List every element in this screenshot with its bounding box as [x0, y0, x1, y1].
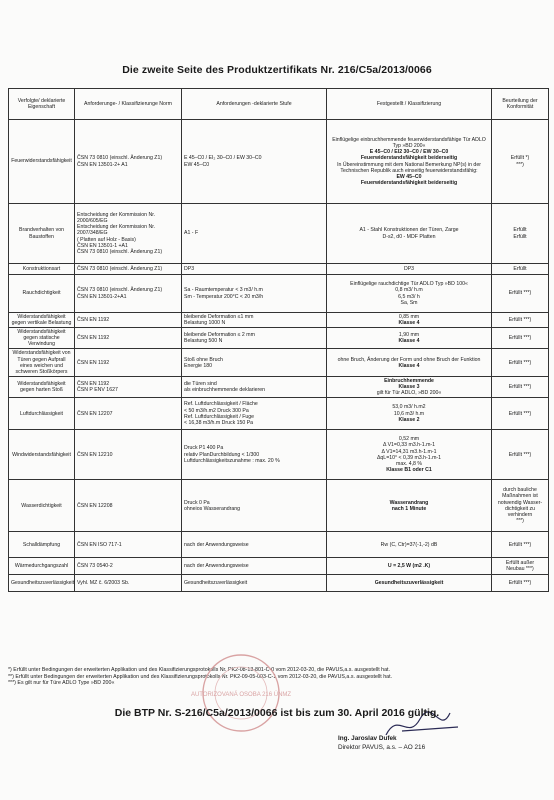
found-cell: [327, 313, 492, 328]
signatory-name: Ing. Jaroslav Dufek: [338, 735, 397, 742]
level-cell-line: ohneios Wasserandrang: [184, 505, 241, 512]
level-cell-line: Belastung 500 N: [184, 338, 223, 345]
norm-cell-line: Entscheidung der Kommission Nr. 2000/605/EG: [77, 212, 156, 225]
norm-cell: [75, 328, 182, 349]
found-cell-line: 0,8 m3/ h.m: [395, 287, 423, 294]
norm-cell-line: ČSN EN 13501-2+A1: [77, 293, 127, 300]
found-cell: [327, 204, 492, 264]
found-cell: [327, 430, 492, 480]
page-title: Die zweite Seite des Produktzertifikats Nr. 216/C5a/2013/0066: [122, 64, 432, 76]
table-row: [9, 120, 549, 204]
conformity-cell: [492, 575, 549, 592]
norm-cell-line: ČSN EN ISO 717-1: [77, 541, 122, 548]
norm-cell: [75, 532, 182, 558]
found-cell-line: max. 4,8 %: [396, 460, 422, 467]
level-cell-line: Belastung 1000 N: [184, 320, 226, 327]
norm-cell-line: ČSN EN 1192: [77, 359, 110, 366]
conformity-cell: [492, 204, 549, 264]
table-row: [9, 313, 549, 328]
found-cell-line: U = 2,5 W (m2 .K): [387, 563, 431, 570]
conformity-cell-line: Erfüllt ***): [508, 317, 532, 324]
level-cell-line: bleibende Deformation ≤1 mm: [184, 314, 254, 320]
conformity-cell-line: ***): [516, 517, 524, 524]
footnote: **) Erfüllt unter Bedingungen der erweiterten Applikation und des Klassifizierungsprotokolls Nr. PK2-09-05-003-C-1 vom 2012-03-20, die PAVUS,a.s. ausgestellt hat.: [8, 673, 393, 680]
level-cell-line: Sa - Raumtemperatur < 3 m3/ h.m: [184, 287, 263, 294]
conformity-cell-line: Erfüllt ***): [508, 580, 532, 587]
found-cell: [327, 398, 492, 430]
found-cell-line: Einbruchhemmende: [384, 377, 434, 384]
norm-cell: [75, 376, 182, 397]
conformity-cell: [492, 328, 549, 349]
found-cell-line: Gesundheitszuverlässigkeit: [374, 580, 444, 587]
table-row: [9, 376, 549, 397]
found-cell-line: In Übereinstimmung mit dem National Bemerkung NP(s) in der Technischen Republik auch einseitig feuerwiderstandsfähig:: [337, 161, 481, 174]
footnote: *) Erfüllt unter Bedingungen der erweiterten Applikation und des Klassifizierungsprotokolls Nr. PK2-08-13-801-C-0 vom 2012-03-20, die PAVUS,a.s. ausgestellt hat.: [8, 667, 390, 673]
property-cell: Widerstandsfähigkeit gegen harten Stoß: [9, 376, 75, 397]
found-cell-line: Klasse 2: [398, 416, 420, 423]
conformity-cell-line: Erfüllt: [513, 227, 527, 234]
level-cell-line: A1 - F: [184, 230, 199, 237]
table-row: [9, 275, 549, 313]
conformity-cell-line: Erfüllt ***): [508, 290, 532, 297]
level-cell: [182, 430, 327, 480]
level-cell-line: EW 45–C0: [184, 161, 210, 168]
found-cell-line: nach 1 Minute: [391, 505, 427, 512]
norm-cell: [75, 398, 182, 430]
found-cell-line: Sa, Sm: [400, 299, 418, 306]
table-header-row: [9, 89, 549, 120]
level-cell: [182, 349, 327, 376]
norm-cell-line: ČSN 73 0810 (einschl. Änderung Z1): [77, 155, 163, 162]
conformity-cell: [492, 349, 549, 376]
level-cell-line: bleibende Deformation ≤ 2 mm: [184, 332, 255, 339]
property-cell: Wärmedurchgangszahl: [9, 558, 75, 575]
level-cell-line: Druck P1 400 Pa: [184, 445, 224, 452]
property-cell: Windwiderstandsfähigkeit: [9, 430, 75, 480]
level-cell-line: nach der Anwendungsweise: [184, 563, 249, 570]
level-cell-line: < 16,38 m3/h.m Druck 150 Pa: [184, 419, 254, 426]
norm-cell-line: ČSN 73 0540-2: [77, 563, 113, 570]
level-cell-line: relativ PlanDurchbildung < 1/300: [184, 451, 260, 458]
property-cell: Wasserdichtigkeit: [9, 480, 75, 532]
header-level: Anforderungen -deklarierte Stufe: [182, 89, 327, 120]
level-cell-line: nach der Anwendungsweise: [184, 541, 249, 548]
table-row: [9, 430, 549, 480]
found-cell-line: Δ V1=14,31 m3.h-1.m-1: [381, 448, 437, 455]
norm-cell-line: ČSN EN 13501-2+ A1: [77, 161, 128, 168]
found-cell-line: DP3: [403, 265, 415, 272]
found-cell-line: Klasse 3: [398, 383, 420, 390]
found-cell-line: Klasse 4: [398, 320, 420, 327]
conformity-cell-line: Erfüllt ***): [508, 541, 532, 548]
found-cell-line: 53,0 m3/ h.m2: [392, 404, 426, 411]
found-cell-line: Klasse 4: [398, 338, 420, 345]
level-cell-line: Druck 0 Pa: [184, 499, 210, 506]
level-cell-line: Stoß ohne Bruch: [184, 356, 223, 363]
conformity-cell-line: Erfüllt: [513, 265, 527, 272]
conformity-cell: [492, 558, 549, 575]
level-cell: [182, 398, 327, 430]
level-cell-line: Ref. Luftdurchlässigkeit / Fuge: [184, 413, 255, 420]
norm-cell: [75, 349, 182, 376]
conformity-cell-line: Erfüllt: [513, 233, 527, 240]
property-cell: Feuerwiderstandsfähigkeit: [9, 120, 75, 204]
level-cell-line: Energie 180: [184, 362, 212, 369]
conformity-cell-line: ***): [516, 161, 524, 168]
conformity-cell: [492, 532, 549, 558]
found-cell-line: EW 45–C0: [396, 173, 422, 180]
found-cell-line: Klasse B1 oder C1: [386, 466, 432, 473]
table-row: [9, 558, 549, 575]
found-cell-line: Wasserandrang: [389, 499, 429, 506]
norm-cell-line: Vyhl. MZ č. 6/2003 Sb.: [77, 580, 130, 587]
found-cell-line: Rw (C, Ctr)=37(-1,-2) dB: [380, 541, 438, 548]
level-cell: [182, 575, 327, 592]
level-cell-line: Sm - Temperatur 200°C < 20 m3/h: [184, 293, 264, 300]
level-cell-line: die Türen sind: [184, 380, 217, 387]
found-cell-line: 6,5 m3/ h: [398, 293, 420, 300]
level-cell: [182, 480, 327, 532]
header-norm: Anforderunge- / Klassifizierunge Norm: [75, 89, 182, 120]
conformity-cell-line: durch bauliche Maßnahmen ist notwendig Wasser-dichtigkeit zu verhindern: [497, 487, 543, 518]
header-conformity: Beurteilung der Konformität: [492, 89, 549, 120]
level-cell-line: als einbruchhemmende deklarieren: [184, 386, 266, 393]
property-cell: Konstruktionsart: [9, 264, 75, 275]
norm-cell-line: ČSN EN 12210: [77, 451, 113, 458]
norm-cell: [75, 120, 182, 204]
table-row: [9, 398, 549, 430]
level-cell-line: < 50 m3/h.m2 Druck 300 Pa: [184, 407, 249, 414]
found-cell-line: 10,6 m3/ h.m: [393, 410, 425, 417]
conformity-cell: [492, 275, 549, 313]
property-cell: Luftdurchlässigkeit: [9, 398, 75, 430]
norm-cell: [75, 313, 182, 328]
conformity-cell-line: Erfüllt außer: [505, 560, 535, 567]
found-cell-line: Einflügelige einbruchhemmende feuerwiderstandsfähige Tür ADLO Typ »BD 200«: [332, 137, 486, 150]
found-cell-line: Klasse 4: [398, 362, 420, 369]
conformity-cell-line: Erfüllt ***): [508, 383, 532, 390]
norm-cell-line: ČSN EN 1192: [77, 317, 110, 324]
header-found: Festgestellt / Klassifizierung: [327, 89, 492, 120]
found-cell: [327, 558, 492, 575]
norm-cell-line: ČSN EN 13501-1 +A1: [77, 242, 128, 249]
norm-cell-line: ČSN EN 1192: [77, 380, 110, 387]
footnote: ***) Es gilt nur für Türe ADLO Type »BD 200«: [8, 680, 115, 687]
table-row: [9, 349, 549, 376]
found-cell: [327, 328, 492, 349]
conformity-cell-line: Neubau ***): [506, 566, 534, 573]
found-cell-line: D-s2, d0 - MDF Platten: [382, 233, 436, 240]
conformity-cell: [492, 120, 549, 204]
level-cell: [182, 120, 327, 204]
conformity-cell: [492, 430, 549, 480]
found-cell: [327, 532, 492, 558]
header-property: Verfolgte/ deklarierte Eigenschaft: [9, 89, 75, 120]
level-cell: [182, 313, 327, 328]
found-cell: [327, 275, 492, 313]
norm-cell-line: ČSN 73 0810 (einschl. Änderung Z1): [77, 265, 163, 272]
found-cell-line: 0,52 mm: [398, 436, 420, 443]
property-cell: Widerstandsfähigkeit gegen statische Verwindung: [9, 328, 75, 349]
conformity-cell-line: Erfüllt ***): [508, 410, 532, 417]
norm-cell-line: ČSN EN 12207: [77, 410, 113, 417]
conformity-cell: [492, 480, 549, 532]
norm-cell-line: ( Platten auf Holz - Basis): [77, 236, 136, 243]
conformity-cell-line: Erfüllt ***): [508, 451, 532, 458]
table-row: [9, 328, 549, 349]
found-cell-line: 1,90 mm: [398, 332, 420, 339]
found-cell: [327, 349, 492, 376]
found-cell-line: gilt für Tür ADLO, »BD 200«: [376, 390, 442, 397]
norm-cell-line: ČSN 73 0810 (einschl. Änderung Z1): [77, 248, 163, 255]
norm-cell: [75, 430, 182, 480]
stamp-text: AUTORIZOVANÁ OSOBA 216 ÚNMZ: [190, 692, 292, 698]
level-cell-line: Gesundheitszuverlässigkeit: [184, 580, 248, 587]
found-cell-line: E 45–C0 / EI2 30–C0 / EW 30–C0: [369, 149, 449, 156]
found-cell-line: Feuerwiderstandsfähigkeit beiderseitig: [360, 155, 458, 162]
level-cell: [182, 275, 327, 313]
level-cell: [182, 204, 327, 264]
found-cell-line: Feuerwiderstandsfähigkeit beiderseitig: [360, 179, 458, 186]
norm-cell: [75, 264, 182, 275]
found-cell-line: A1 - Stahl Konstruktionen der Türen, Zarge: [359, 227, 459, 234]
norm-cell-line: ČSN EN 12208: [77, 502, 113, 509]
found-cell-line: Δ V1=0,33 m3.h-1.m-1: [382, 442, 436, 449]
norm-cell: [75, 275, 182, 313]
conformity-cell-line: Erfüllt ***): [508, 335, 532, 342]
level-cell-line: E 45–C0 / EI₂ 30–C0 / EW 30–C0: [184, 155, 262, 162]
norm-cell: [75, 480, 182, 532]
table-row: [9, 575, 549, 592]
conformity-cell-line: Erfüllt *): [510, 155, 530, 162]
official-stamp: [190, 652, 292, 734]
conformity-cell: [492, 313, 549, 328]
norm-cell-line: ČSN EN 1192: [77, 335, 110, 342]
property-cell: Rauchdichtigkeit: [9, 275, 75, 313]
property-cell: Gesundheitszuverlässigkeit: [9, 575, 75, 592]
level-cell-line: Ref. Luftdurchlässigkeit / Fläche: [184, 401, 258, 408]
level-cell: [182, 376, 327, 397]
table-row: [9, 532, 549, 558]
level-cell: [182, 558, 327, 575]
level-cell-line: Luftdurchlässigkeitszunahme : max. 20 %: [184, 457, 280, 464]
found-cell-line: ohne Bruch, Änderung der Form und ohne Bruch der Funktion: [337, 356, 481, 363]
norm-cell-line: Entscheidung der Kommission Nr. 2007/348/EG: [77, 224, 156, 237]
norm-cell: [75, 575, 182, 592]
level-cell: [182, 532, 327, 558]
found-cell: [327, 480, 492, 532]
norm-cell-line: ČSN P ENV 1627: [77, 386, 118, 393]
found-cell-line: 0,85 mm: [398, 314, 420, 320]
norm-cell: [75, 204, 182, 264]
found-cell: [327, 376, 492, 397]
certificate-table: [8, 88, 549, 592]
table-row: [9, 264, 549, 275]
found-cell: [327, 264, 492, 275]
found-cell: [327, 120, 492, 204]
property-cell: Schalldämpfung: [9, 532, 75, 558]
table-row: [9, 480, 549, 532]
level-cell: [182, 328, 327, 349]
conformity-cell: [492, 264, 549, 275]
norm-cell-line: ČSN 73 0810 (einschl. Änderung Z1): [77, 287, 163, 294]
signatory-role: Direktor PAVUS, a.s. – AO 216: [338, 744, 426, 751]
table-body: [9, 120, 549, 592]
found-cell: [327, 575, 492, 592]
norm-cell: [75, 558, 182, 575]
property-cell: Widerstandsfähigkeit gegen vertikale Belastung: [9, 313, 75, 328]
property-cell: Brandverhalten von Baustoffen: [9, 204, 75, 264]
validity-statement: Die BTP Nr. S-216/C5a/2013/0066 ist bis zum 30. April 2016 gültig.: [114, 707, 440, 719]
conformity-cell: [492, 376, 549, 397]
level-cell: [182, 264, 327, 275]
conformity-cell: [492, 398, 549, 430]
conformity-cell-line: Erfüllt ***): [508, 359, 532, 366]
property-cell: Widerstandsfähigkeit von Türen gegen Aufprall eines weichen und schweren Stoßkörpers: [9, 349, 75, 376]
found-cell-line: ΔqL=10° < 0,39 m3.h-1.m-1: [376, 454, 442, 461]
level-cell-line: DP3: [184, 265, 195, 272]
found-cell-line: Einflügelige rauchdichtige Tür ADLO Typ »BD 100«: [350, 281, 468, 288]
table-row: [9, 204, 549, 264]
